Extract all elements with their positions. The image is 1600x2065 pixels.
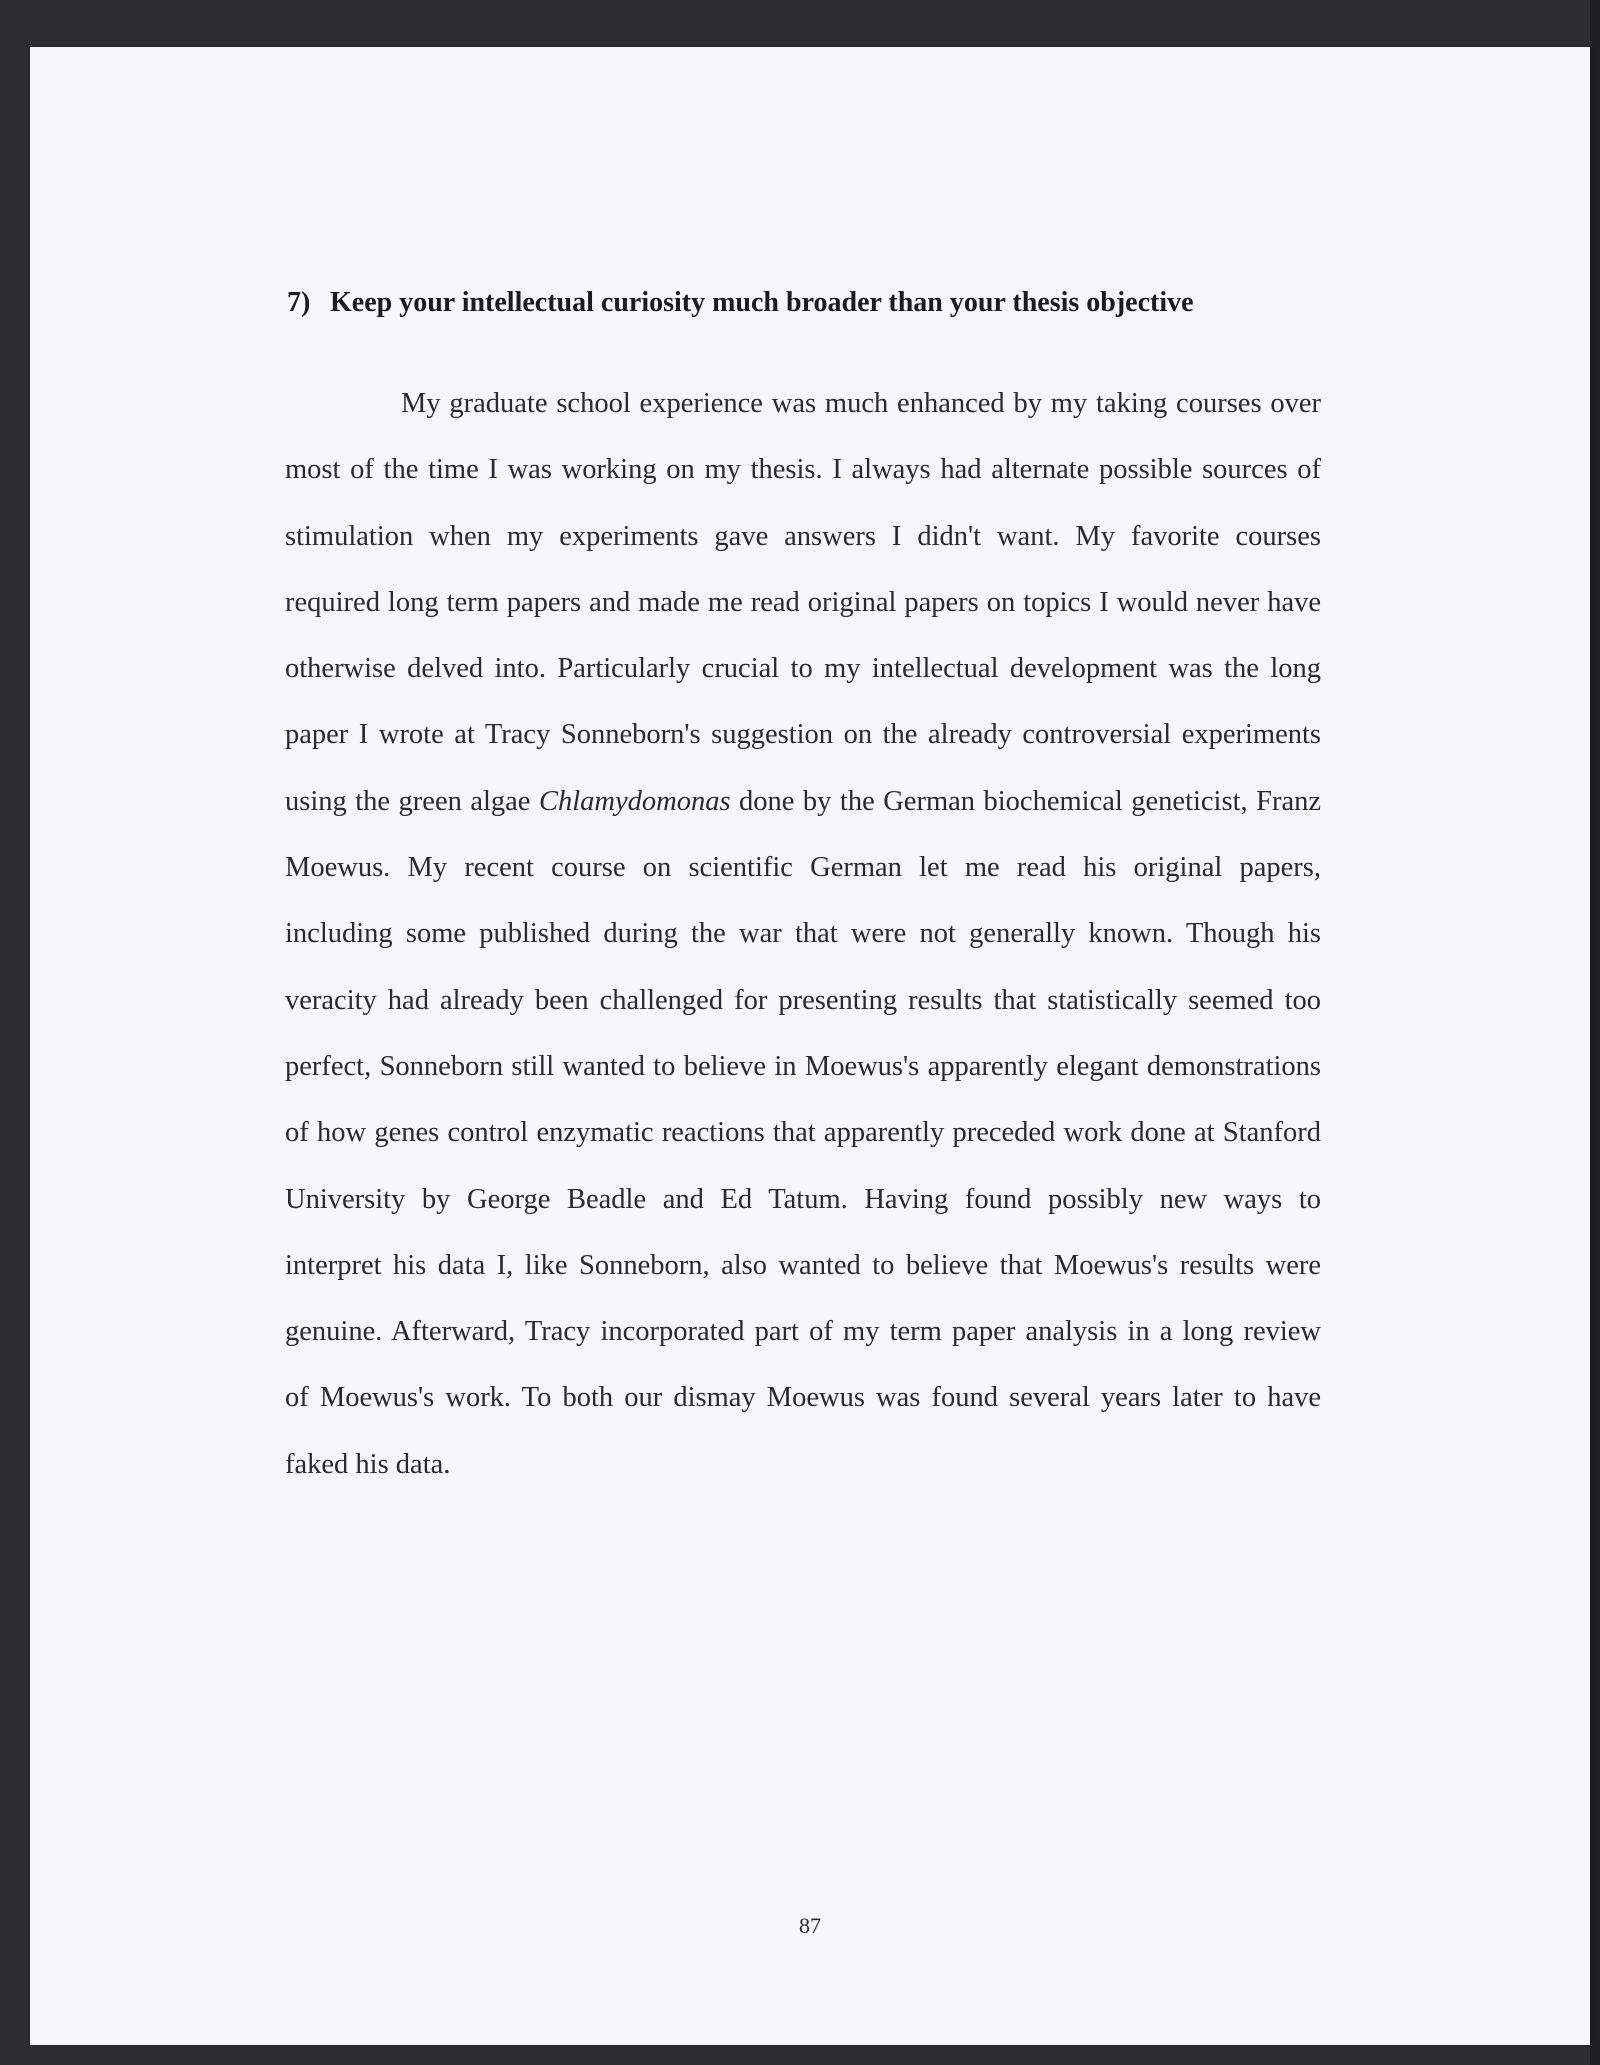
body-paragraph [285,371,1321,1498]
paragraph-line: faked his data. [285,1448,451,1480]
scan-background-edge [1590,0,1600,2065]
line-text: done by the German biochemical geneticist, Franz [730,785,1321,817]
paragraph-line: Moewus. My recent course on scientific German let me read his original papers, [285,852,1321,884]
section-title: Keep your intellectual curiosity much broader than your thesis objective [330,287,1194,318]
paragraph-line: most of the time I was working on my thesis. I always had alternate possible sources of [285,454,1321,486]
paragraph-line: required long term papers and made me read original papers on topics I would never have [285,586,1321,618]
paragraph-line: veracity had already been challenged for presenting results that statistically seemed too [285,984,1321,1016]
line-text: using the green algae [285,785,539,817]
paragraph-line: paper I wrote at Tracy Sonneborn's suggestion on the already controversial experiments [285,719,1321,751]
paragraph-line: of how genes control enzymatic reactions that apparently preceded work done at Stanford [285,1117,1321,1149]
paragraph-line: genuine. Afterward, Tracy incorporated part of my term paper analysis in a long review [285,1316,1321,1348]
species-name-italic: Chlamydomonas [538,785,731,817]
section-number: 7) [287,287,311,318]
paragraph-line: interpret his data I, like Sonneborn, also wanted to believe that Moewus's results were [285,1249,1321,1281]
paragraph-line: stimulation when my experiments gave answers I didn't want. My favorite courses [285,520,1321,552]
paragraph-line: University by George Beadle and Ed Tatum. Having found possibly new ways to [285,1183,1321,1215]
page-number: 87 [799,1913,821,1938]
paragraph-line: My graduate school experience was much enhanced by my taking courses over [401,388,1321,419]
paragraph-line: of Moewus's work. To both our dismay Moewus was found several years later to have [285,1382,1321,1414]
paragraph-line: perfect, Sonneborn still wanted to believe in Moewus's apparently elegant demonstrations [285,1050,1321,1082]
paragraph-line [285,769,1321,835]
section-heading [287,287,1194,319]
document-page [30,47,1590,2045]
paragraph-line: otherwise delved into. Particularly crucial to my intellectual development was the long [285,653,1321,685]
paragraph-line: including some published during the war that were not generally known. Though his [285,918,1321,950]
